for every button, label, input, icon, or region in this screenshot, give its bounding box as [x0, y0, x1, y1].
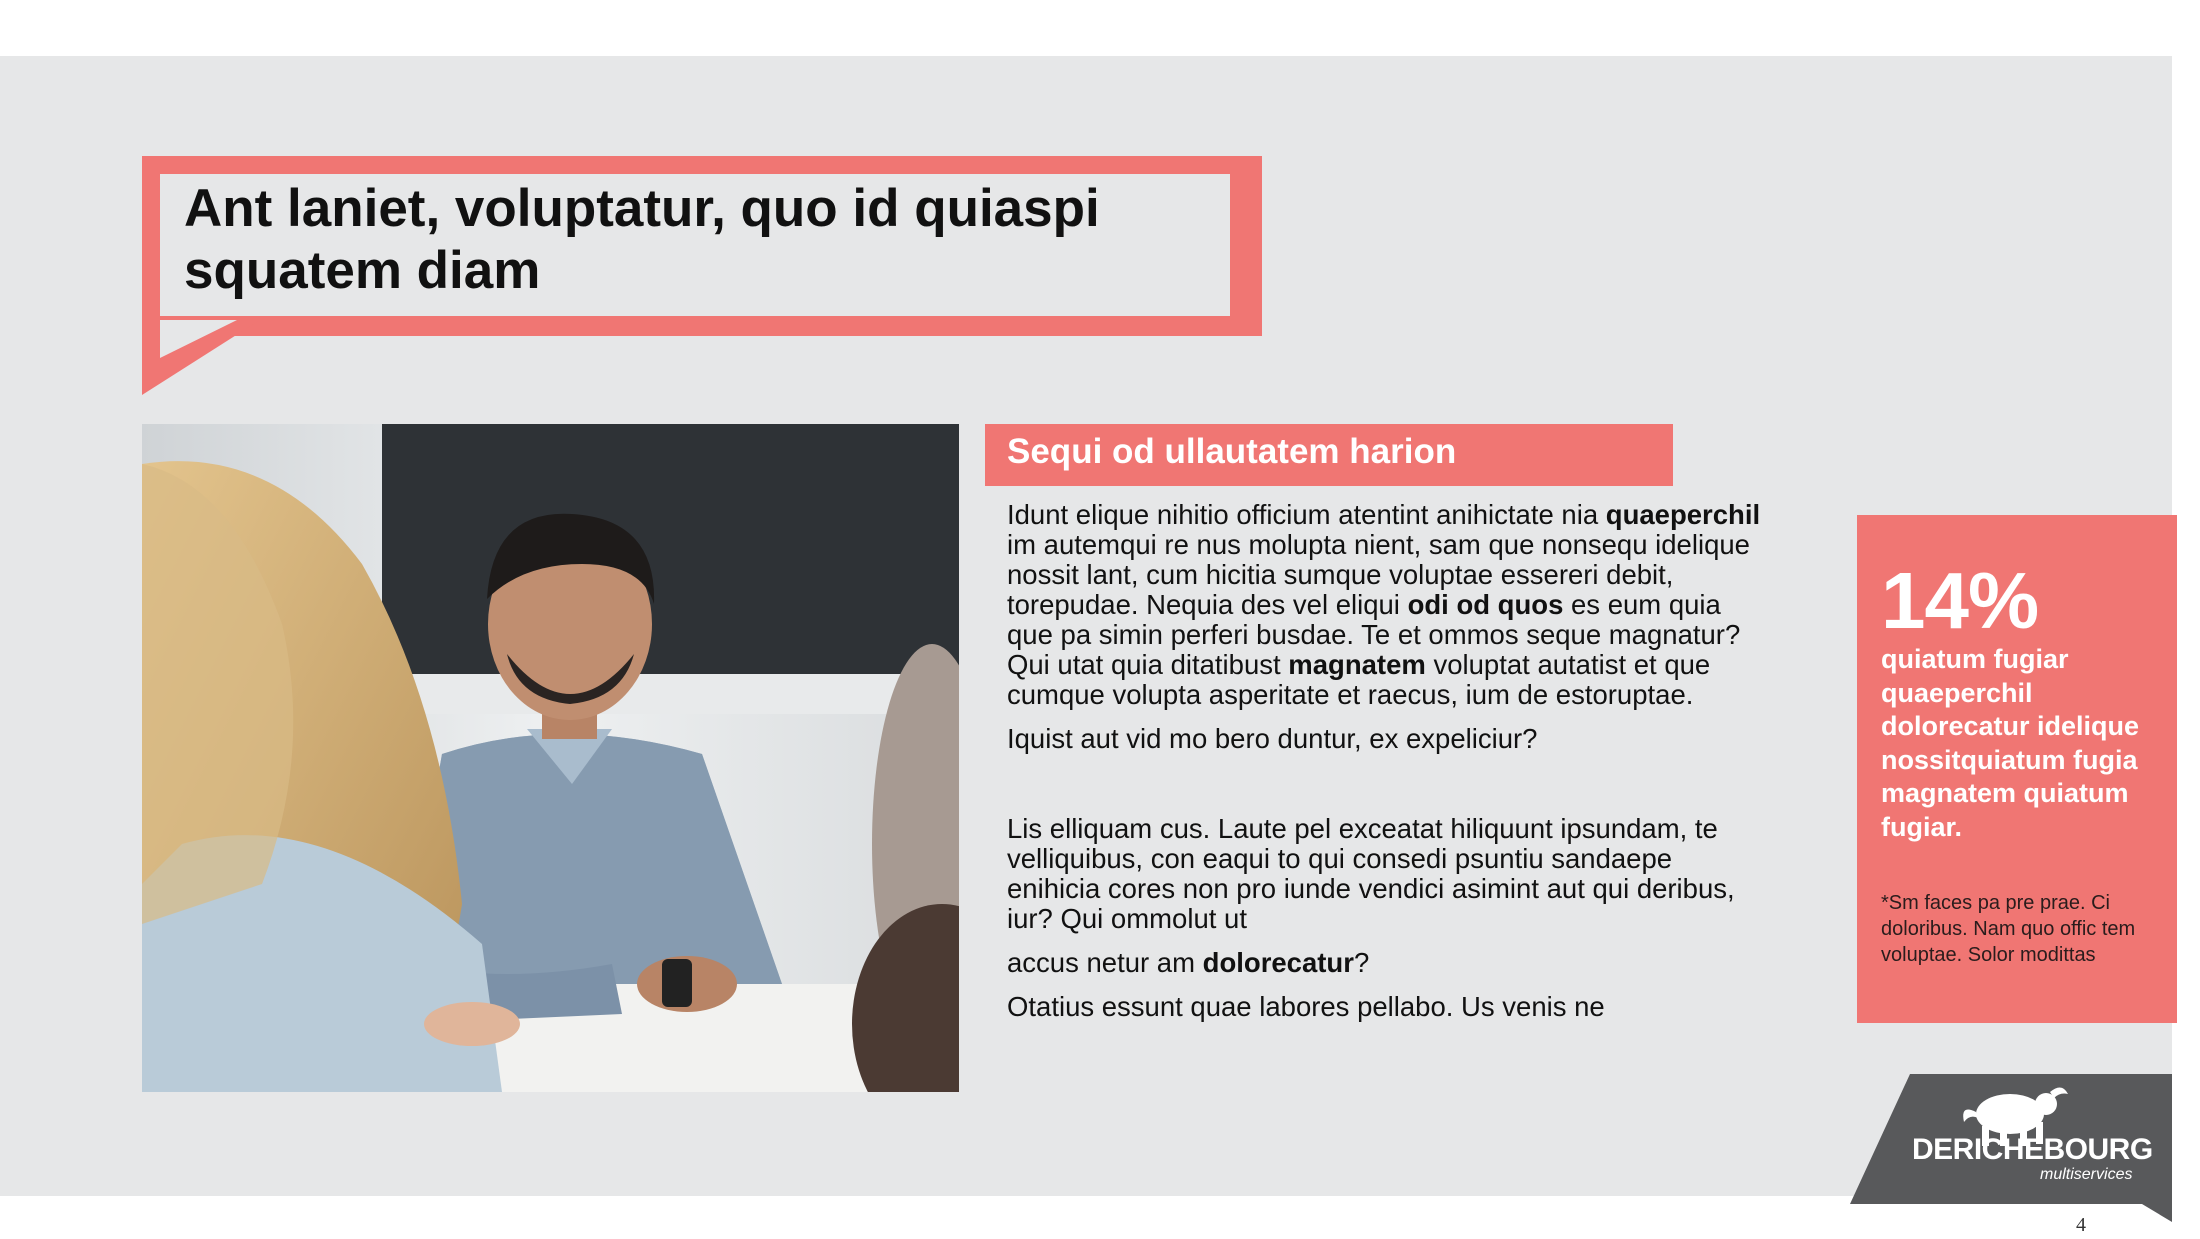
body-text	[1007, 500, 1767, 1036]
logo-name: DERICHEBOURG	[1912, 1133, 2153, 1166]
slide-title: Ant laniet, voluptatur, quo id quiaspi squatem diam	[184, 179, 1100, 300]
stat-description: quiatum fugiar quaeperchil dolorecatur idelique nossitquiatum fugia magnatem quiatum fugiar.	[1881, 644, 2140, 842]
section-title-bar	[985, 424, 1673, 486]
text-run: es eum quia que pa simin perferi busdae. Te et ommos seque magnatur? Qui utat quia ditatibust	[1007, 589, 1741, 680]
bold-term: quaeperchil	[1605, 499, 1761, 530]
paragraph-3: Lis elliquam cus. Laute pel exceatat hiliquunt ipsundam, te velliquibus, con eaqui to qui consedi psuntiu sandaepe enihicia cores non pro iunde vendici asimint aut qui deribus, iur? Qui ommolut ut	[1007, 813, 1735, 934]
paragraph-4	[1007, 948, 1767, 978]
text-run: ?	[1353, 947, 1370, 978]
bold-term: dolorecatur	[1202, 947, 1354, 978]
section-title: Sequi od ullautatem harion	[1007, 432, 1457, 471]
paragraph-5: Otatius essunt quae labores pellabo. Us venis ne	[1007, 991, 1605, 1022]
title-frame	[142, 156, 1262, 336]
text-run: voluptat autatist et que cumque volupta asperitate et raecus, ium de estoruptae.	[1007, 649, 1711, 710]
text-run: accus netur am	[1007, 947, 1203, 978]
stat-value: 14%	[1881, 556, 2039, 645]
bold-term: magnatem	[1288, 649, 1426, 680]
text-run: Idunt elique nihitio officium atentint anihictate nia	[1007, 499, 1606, 530]
meeting-photo	[142, 424, 959, 1092]
paragraph-1	[1007, 500, 1767, 710]
stat-callout	[1857, 515, 2177, 1023]
page-number: 4	[2076, 1214, 2086, 1236]
stat-footnote: *Sm faces pa pre prae. Ci doloribus. Nam quo offic tem voluptae. Solor modittas	[1881, 892, 2136, 966]
speech-bubble-tail	[142, 320, 262, 400]
logo-subtitle: multiservices	[2040, 1166, 2133, 1183]
paragraph-2: Iquist aut vid mo bero duntur, ex expeliciur?	[1007, 723, 1538, 754]
text-run: im autemqui re nus molupta nient, sam que nonsequ idelique nossit lant, cum hicitia sumque voluptae essereri debit, torepudae. Nequia des vel eliqui	[1007, 529, 1750, 620]
bold-term: odi od quos	[1407, 589, 1564, 620]
